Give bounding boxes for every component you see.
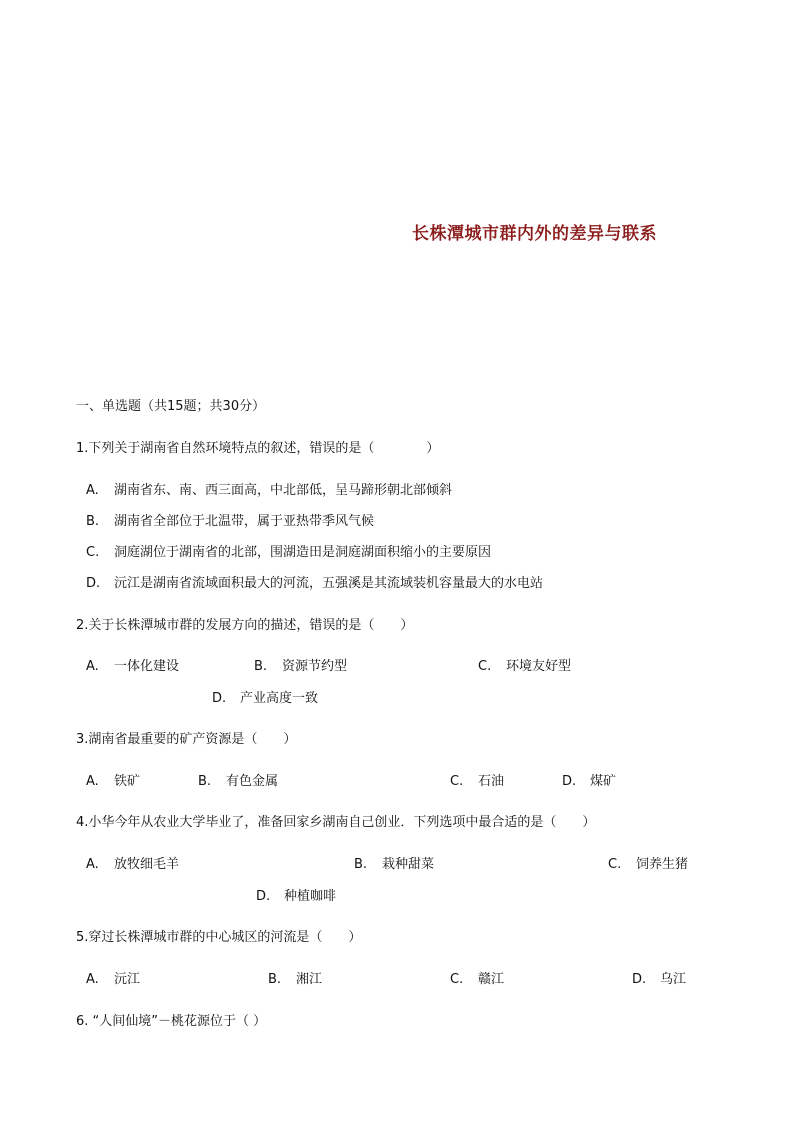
option-text: 湘江 — [296, 972, 323, 987]
option-letter: B. — [86, 514, 100, 529]
option-letter: A. — [86, 857, 99, 872]
option-text: 湖南省全部位于北温带，属于亚热带季风气候 — [114, 514, 375, 529]
option-text: 放牧细毛羊 — [114, 857, 180, 872]
option-text: 煤矿 — [590, 774, 617, 789]
option-letter: C. — [450, 972, 464, 987]
question-3-option-b[interactable] — [198, 770, 278, 789]
option-text: 沅江 — [114, 972, 141, 987]
question-3-option-a[interactable] — [86, 770, 140, 789]
question-5-option-c[interactable] — [450, 968, 504, 987]
question-1-option-d[interactable] — [86, 572, 543, 591]
option-text: 湖南省东、南、西三面高，中北部低，呈马蹄形朝北部倾斜 — [114, 483, 453, 498]
option-text: 石油 — [478, 774, 505, 789]
option-letter: A. — [86, 659, 99, 674]
section-heading: 一、单选题（共15题；共30分） — [76, 399, 266, 414]
question-2-stem: 2.关于长株潭城市群的发展方向的描述，错误的是（ ） — [76, 618, 414, 633]
option-text: 环境友好型 — [506, 659, 572, 674]
question-1-option-c[interactable] — [86, 541, 491, 560]
option-letter: A. — [86, 972, 99, 987]
question-5-option-d[interactable] — [632, 968, 686, 987]
question-4-option-b[interactable] — [354, 853, 434, 872]
option-text: 铁矿 — [114, 774, 141, 789]
question-5-option-b[interactable] — [268, 968, 322, 987]
option-text: 种植咖啡 — [284, 889, 337, 904]
option-text: 栽种甜菜 — [382, 857, 435, 872]
question-4-stem: 4.小华今年从农业大学毕业了，准备回家乡湖南自己创业．下列选项中最合适的是（ ） — [76, 815, 596, 830]
option-text: 资源节约型 — [282, 659, 348, 674]
option-letter: C. — [478, 659, 492, 674]
option-letter: C. — [450, 774, 464, 789]
option-letter: B. — [354, 857, 368, 872]
document-title: 长株潭城市群内外的差异与联系 — [412, 224, 657, 244]
question-2-option-d[interactable] — [212, 687, 318, 706]
option-letter: D. — [212, 691, 227, 706]
option-letter: D. — [86, 576, 101, 591]
option-letter: A. — [86, 774, 99, 789]
option-letter: C. — [608, 857, 622, 872]
option-text: 赣江 — [478, 972, 505, 987]
option-letter: D. — [632, 972, 647, 987]
question-6-stem: 6. “人间仙境”－桃花源位于（ ） — [76, 1014, 267, 1029]
question-2-option-c[interactable] — [478, 655, 571, 674]
option-text: 乌江 — [660, 972, 687, 987]
question-3-option-c[interactable] — [450, 770, 504, 789]
option-letter: C. — [86, 545, 100, 560]
question-4-option-d[interactable] — [256, 885, 336, 904]
option-letter: D. — [562, 774, 577, 789]
option-text: 饲养生猪 — [636, 857, 689, 872]
question-3-stem: 3.湖南省最重要的矿产资源是（ ） — [76, 732, 297, 747]
option-text: 产业高度一致 — [240, 691, 319, 706]
question-1-option-a[interactable] — [86, 479, 452, 498]
option-text: 洞庭湖位于湖南省的北部，围湖造田是洞庭湖面积缩小的主要原因 — [114, 545, 492, 560]
question-5-stem: 5.穿过长株潭城市群的中心城区的河流是（ ） — [76, 930, 362, 945]
option-text: 一体化建设 — [114, 659, 180, 674]
option-letter: B. — [268, 972, 282, 987]
question-2-option-a[interactable] — [86, 655, 179, 674]
question-5-option-a[interactable] — [86, 968, 140, 987]
option-letter: D. — [256, 889, 271, 904]
option-letter: B. — [198, 774, 212, 789]
option-letter: A. — [86, 483, 99, 498]
option-text: 沅江是湖南省流域面积最大的河流，五强溪是其流域装机容量最大的水电站 — [114, 576, 544, 591]
question-3-option-d[interactable] — [562, 770, 616, 789]
option-text: 有色金属 — [226, 774, 279, 789]
question-4-option-c[interactable] — [608, 853, 688, 872]
question-2-option-b[interactable] — [254, 655, 347, 674]
question-1-stem: 1.下列关于湖南省自然环境特点的叙述，错误的是（ ） — [76, 441, 440, 456]
question-4-option-a[interactable] — [86, 853, 179, 872]
question-1-option-b[interactable] — [86, 510, 374, 529]
option-letter: B. — [254, 659, 268, 674]
